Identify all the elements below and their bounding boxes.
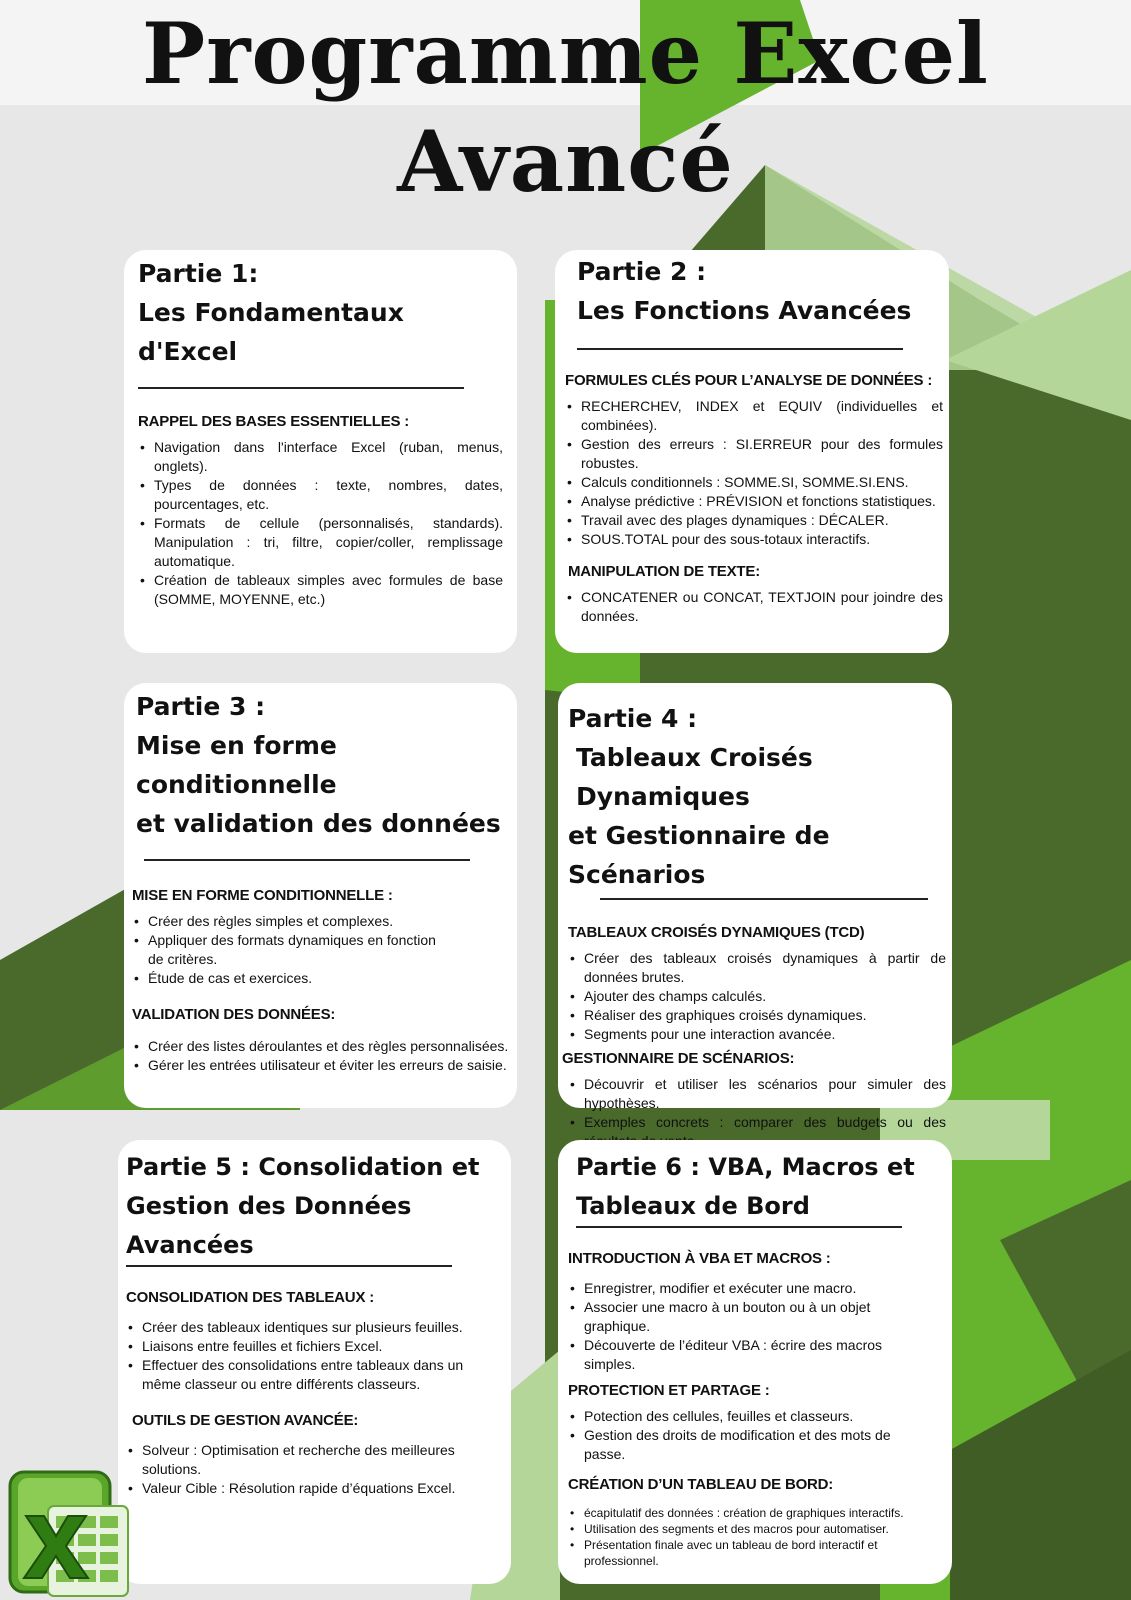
section-title: INTRODUCTION À VBA ET MACROS : [568, 1250, 831, 1267]
list-item: • Ajouter des champs calculés. [568, 987, 946, 1006]
part-4-divider [600, 898, 928, 900]
list-item: • Découvrir et utiliser les scénarios pour simuler des hypothèses. [568, 1075, 946, 1113]
part-6-heading: Partie 6 : VBA, Macros et Tableaux de Bord [576, 1153, 915, 1220]
list-item: • Présentation finale avec un tableau de bord interactif et professionnel. [568, 1537, 928, 1569]
part-2-card [555, 250, 949, 653]
part-6-divider [576, 1226, 902, 1228]
list-item: • Enregistrer, modifier et exécuter une macro. [568, 1279, 898, 1298]
section-title: PROTECTION ET PARTAGE : [568, 1382, 770, 1399]
list-item: • Navigation dans l'interface Excel (ruban, menus, onglets). [138, 438, 503, 476]
list-item: • Étude de cas et exercices. [132, 969, 452, 988]
list-item: • Utilisation des segments et des macros pour automatiser. [568, 1521, 928, 1537]
list-item: • Appliquer des formats dynamiques en fonction de critères. [132, 931, 452, 969]
part-3-divider [144, 859, 470, 861]
part-6-card [558, 1140, 952, 1584]
section-list [132, 1037, 509, 1075]
part-1-divider [138, 387, 464, 389]
list-item: • Travail avec des plages dynamiques : DÉCALER. [565, 511, 943, 530]
section-title: TABLEAUX CROISÉS DYNAMIQUES (TCD) [568, 924, 865, 941]
list-item: • Potection des cellules, feuilles et classeurs. [568, 1407, 898, 1426]
list-item: • Analyse prédictive : PRÉVISION et fonctions statistiques. [565, 492, 943, 511]
list-item: • CONCATENER ou CONCAT, TEXTJOIN pour joindre des données. [565, 588, 943, 626]
section-title: MISE EN FORME CONDITIONNELLE : [132, 887, 393, 904]
part-1-heading: Partie 1: Les Fondamentaux d'Excel [138, 259, 404, 366]
list-item: • Créer des règles simples et complexes. [132, 912, 452, 931]
section-title: CRÉATION D’UN TABLEAU DE BORD: [568, 1476, 834, 1493]
section-list [568, 1505, 928, 1569]
list-item: • Gérer les entrées utilisateur et éviter les erreurs de saisie. [132, 1056, 509, 1075]
part-3-heading: Partie 3 : Mise en forme conditionnelle et validation des données [136, 692, 501, 838]
list-item: • RECHERCHEV, INDEX et EQUIV (individuelles et combinées). [565, 397, 943, 435]
list-item: • SOUS.TOTAL pour des sous-totaux interactifs. [565, 530, 943, 549]
part-4-card [558, 683, 952, 1130]
list-item: • Création de tableaux simples avec formules de base (SOMME, MOYENNE, etc.) [138, 571, 503, 609]
list-item: • Solveur : Optimisation et recherche des meilleures solutions. [126, 1441, 476, 1479]
list-item: • Associer une macro à un bouton ou à un objet graphique. [568, 1298, 898, 1336]
section-title: OUTILS DE GESTION AVANCÉE: [132, 1412, 359, 1429]
list-item: • Créer des tableaux croisés dynamiques à partir de données brutes. [568, 949, 946, 987]
section-title: RAPPEL DES BASES ESSENTIELLES : [138, 413, 410, 430]
section-title: FORMULES CLÉS POUR L’ANALYSE DE DONNÉES : [565, 372, 933, 389]
list-item: • Formats de cellule (personnalisés, standards). Manipulation : tri, filtre, copier/coller, remplissage automatique. [138, 514, 503, 571]
list-item: • Exemples concrets : comparer des budgets ou des [568, 1113, 946, 1151]
section-title: GESTIONNAIRE DE SCÉNARIOS: [562, 1050, 795, 1067]
list-item: • Découverte de l’éditeur VBA : écrire des macros simples. [568, 1336, 898, 1374]
list-item: • Effectuer des consolidations entre tableaux dans un même classeur ou entre différents classeurs. [126, 1356, 476, 1394]
list-item: • Types de données : texte, nombres, dates, pourcentages, etc. [138, 476, 503, 514]
section-list [562, 949, 946, 1044]
list-item: • Gestion des droits de modification et des mots de passe. [568, 1426, 898, 1464]
part-5-heading: Partie 5 : Consolidation et Gestion des Données Avancées [126, 1153, 480, 1259]
excel-logo-icon [4, 1466, 134, 1600]
section-title: MANIPULATION DE TEXTE: [568, 563, 760, 580]
section-title: CONSOLIDATION DES TABLEAUX : [126, 1289, 375, 1306]
section-list [138, 438, 503, 609]
part-2-divider [577, 348, 903, 350]
list-item: • Valeur Cible : Résolution rapide d’équations Excel. [126, 1479, 476, 1498]
list-item: • Gestion des erreurs : SI.ERREUR pour des formules robustes. [565, 435, 943, 473]
list-item: • écapitulatif des données : création de graphiques interactifs. [568, 1505, 928, 1521]
part-2-heading: Partie 2 : Les Fonctions Avancées [577, 257, 912, 325]
list-item: • Segments pour une interaction avancée. [568, 1025, 946, 1044]
part-4-heading: Partie 4 : Tableaux Croisés Dynamiques et Gestionnaire de Scénarios [568, 704, 830, 889]
part-5-card [118, 1140, 511, 1584]
list-item: • Calculs conditionnels : SOMME.SI, SOMME.SI.ENS. [565, 473, 943, 492]
section-list [565, 397, 943, 549]
section-list [568, 1279, 898, 1374]
part-3-card [124, 683, 517, 1108]
section-title: VALIDATION DES DONNÉES: [132, 1006, 336, 1023]
page-title: Programme Excel Avancé [142, 4, 989, 211]
list-item: • Liaisons entre feuilles et fichiers Excel. [126, 1337, 476, 1356]
section-list [126, 1318, 476, 1394]
section-list [565, 588, 943, 626]
list-item: • Créer des listes déroulantes et des règles personnalisées. [132, 1037, 509, 1056]
section-list [132, 912, 452, 988]
section-list [568, 1407, 898, 1464]
part-1-card [124, 250, 517, 653]
section-list [126, 1441, 476, 1498]
list-item: • Créer des tableaux identiques sur plusieurs feuilles. [126, 1318, 476, 1337]
list-item: • Réaliser des graphiques croisés dynamiques. [568, 1006, 946, 1025]
part-5-divider [126, 1265, 452, 1267]
